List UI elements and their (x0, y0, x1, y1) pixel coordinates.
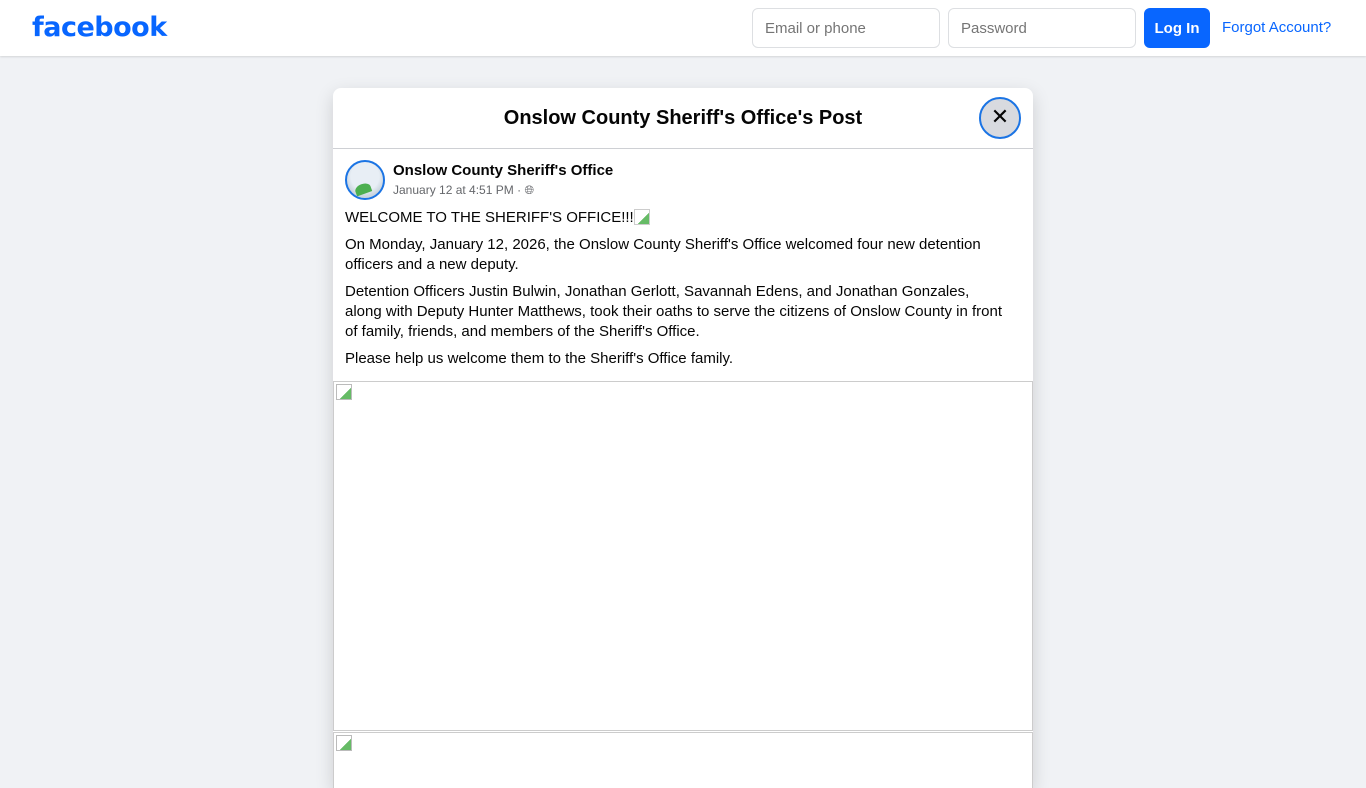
post-paragraph: Detention Officers Justin Bulwin, Jonathan Gerlott, Savannah Edens, and Jonathan Gonzales, along with Deputy Hunter Matthews, took their oaths to serve the citizens of Onslow County in front of family, friends, and members of the Sheriff's Office. (345, 283, 1002, 340)
emoji-image (634, 209, 650, 225)
broken-image-icon (336, 735, 352, 751)
post-paragraph: Please help us welcome them to the Sheriff's Office family. (345, 350, 734, 367)
modal-header (333, 88, 1033, 149)
login-button[interactable]: Log In (1144, 8, 1210, 48)
avatar[interactable] (345, 160, 385, 200)
top-bar (0, 0, 1366, 56)
author-name[interactable]: Onslow County Sheriff's Office (393, 162, 614, 179)
timestamp[interactable]: January 12 at 4:51 PM (393, 183, 514, 197)
modal-title: Onslow County Sheriff's Office's Post (503, 107, 863, 129)
close-icon[interactable]: ✕ (979, 97, 1021, 139)
separator: · (517, 183, 522, 197)
facebook-logo[interactable]: facebook (32, 12, 167, 43)
post-modal (333, 88, 1033, 788)
globe-icon: 🌐︎ (524, 183, 535, 197)
post-photo[interactable] (333, 381, 1033, 731)
post-paragraph (345, 208, 1005, 228)
broken-image-icon (336, 384, 352, 400)
post-headline: WELCOME TO THE SHERIFF'S OFFICE!!! (345, 209, 634, 226)
forgot-account-link[interactable]: Forgot Account? (1222, 19, 1332, 36)
email-input[interactable] (752, 8, 940, 48)
password-input[interactable] (948, 8, 1136, 48)
post-paragraph: On Monday, January 12, 2026, the Onslow County Sheriff's Office welcomed four new detention officers and a new deputy. (345, 236, 981, 273)
post-body (345, 208, 1005, 376)
post-photo[interactable] (333, 732, 1033, 788)
post-meta (393, 183, 534, 198)
